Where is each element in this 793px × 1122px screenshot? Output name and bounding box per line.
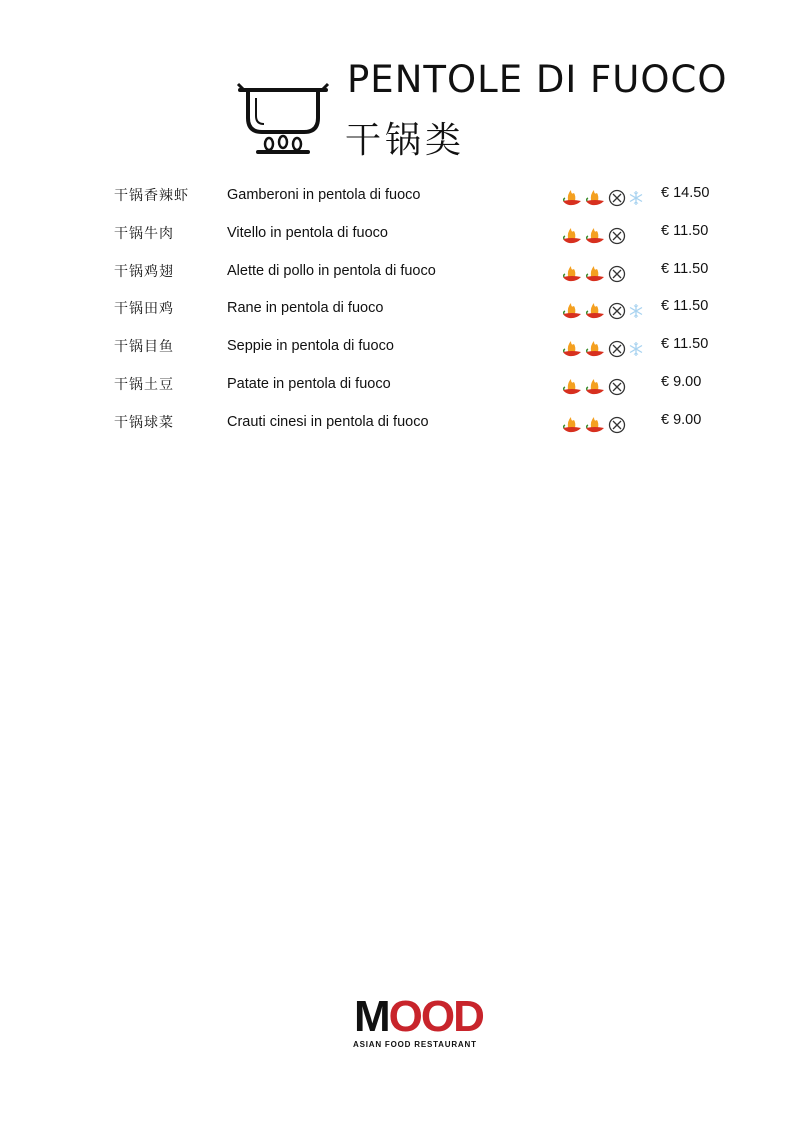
- dish-price: € 11.50: [661, 336, 709, 353]
- dish-price: € 14.50: [661, 185, 710, 201]
- chili-flame-icon: [585, 340, 606, 358]
- menu-item: [114, 220, 724, 258]
- dish-name-italian: Rane in pentola di fuoco: [227, 300, 384, 317]
- section-title-italian: PENTOLE DI FUOCO: [347, 58, 728, 101]
- dish-name-italian: Vitello in pentola di fuoco: [227, 224, 388, 241]
- dish-price: € 9.00: [661, 411, 702, 428]
- menu-item: [114, 333, 724, 371]
- menu-item: [114, 295, 724, 333]
- dish-name-chinese: 干锅鸡翅: [114, 263, 174, 280]
- chili-flame-icon: [585, 227, 606, 245]
- dish-attributes: [562, 301, 644, 321]
- dish-price: € 11.50: [661, 260, 709, 277]
- dish-name-chinese: 干锅目鱼: [114, 339, 174, 356]
- chili-flame-icon: [562, 340, 583, 358]
- dish-attributes: [562, 188, 644, 208]
- dish-price: € 9.00: [661, 373, 702, 390]
- section-title-chinese: 干锅类: [345, 120, 466, 161]
- chili-flame-icon: [562, 302, 583, 320]
- chili-flame-icon: [585, 189, 606, 207]
- dish-name-italian: Gamberoni in pentola di fuoco: [227, 187, 421, 203]
- dish-name-italian: Alette di pollo in pentola di fuoco: [227, 262, 436, 279]
- dish-price: € 11.50: [661, 298, 709, 315]
- dish-name-italian: Crauti cinesi in pentola di fuoco: [227, 413, 429, 430]
- dish-name-chinese: 干锅田鸡: [114, 301, 174, 318]
- chili-flame-icon: [562, 265, 583, 283]
- menu-item: [114, 371, 724, 409]
- menu-item: [114, 182, 724, 220]
- pot-on-stove-icon: [236, 70, 330, 156]
- logo-wordmark: MOOD: [354, 992, 483, 1041]
- dish-name-chinese: 干锅土豆: [114, 376, 174, 393]
- menu-section-header: [236, 58, 728, 161]
- chili-flame-icon: [562, 227, 583, 245]
- crossed-circle-icon: [608, 378, 626, 396]
- logo-tagline: ASIAN FOOD RESTAURANT: [353, 1040, 477, 1049]
- restaurant-logo: [346, 990, 510, 1054]
- crossed-circle-icon: [608, 265, 626, 283]
- dish-name-chinese: 干锅香辣虾: [114, 188, 189, 204]
- dish-attributes: [562, 226, 626, 246]
- dish-attributes: [562, 377, 626, 397]
- snowflake-icon: [628, 190, 644, 206]
- chili-flame-icon: [585, 302, 606, 320]
- crossed-circle-icon: [608, 189, 626, 207]
- dish-attributes: [562, 339, 644, 359]
- dish-name-italian: Seppie in pentola di fuoco: [227, 338, 394, 355]
- dish-name-italian: Patate in pentola di fuoco: [227, 375, 391, 392]
- chili-flame-icon: [585, 265, 606, 283]
- menu-item: [114, 409, 724, 447]
- crossed-circle-icon: [608, 416, 626, 434]
- dish-name-chinese: 干锅球菜: [114, 414, 174, 431]
- menu-item: [114, 258, 724, 296]
- chili-flame-icon: [585, 416, 606, 434]
- menu-list: [114, 182, 724, 447]
- dish-price: € 11.50: [661, 222, 709, 239]
- chili-flame-icon: [562, 378, 583, 396]
- chili-flame-icon: [562, 189, 583, 207]
- snowflake-icon: [628, 303, 644, 319]
- crossed-circle-icon: [608, 227, 626, 245]
- snowflake-icon: [628, 341, 644, 357]
- chili-flame-icon: [562, 416, 583, 434]
- chili-flame-icon: [585, 378, 606, 396]
- crossed-circle-icon: [608, 340, 626, 358]
- dish-name-chinese: 干锅牛肉: [114, 225, 174, 242]
- dish-attributes: [562, 415, 626, 435]
- crossed-circle-icon: [608, 302, 626, 320]
- dish-attributes: [562, 264, 626, 284]
